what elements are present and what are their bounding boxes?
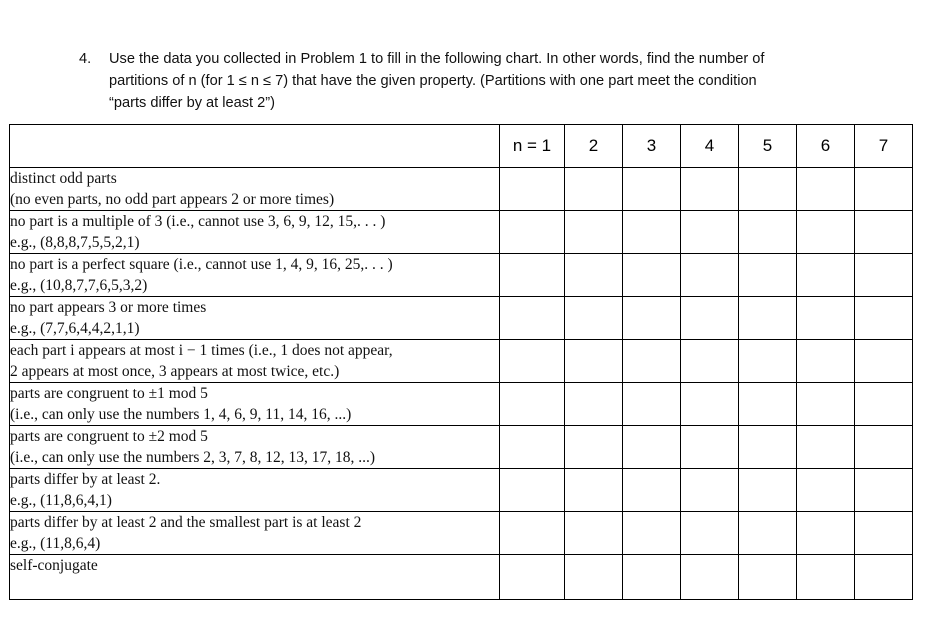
answer-cell[interactable]	[565, 426, 623, 469]
row-label-line-1: no part appears 3 or more times	[10, 299, 207, 316]
col-header-n3: 3	[623, 125, 681, 168]
answer-cell[interactable]	[623, 168, 681, 211]
answer-cell[interactable]	[797, 555, 855, 600]
answer-cell[interactable]	[797, 254, 855, 297]
col-header-n4: 4	[681, 125, 739, 168]
answer-cell[interactable]	[681, 383, 739, 426]
answer-cell[interactable]	[623, 211, 681, 254]
answer-cell[interactable]	[739, 254, 797, 297]
answer-cell[interactable]	[681, 555, 739, 600]
answer-cell[interactable]	[855, 211, 913, 254]
col-header-n2: 2	[565, 125, 623, 168]
header-blank	[10, 125, 500, 168]
problem-number: 4.	[79, 51, 92, 67]
row-label-line-2: (i.e., can only use the numbers 2, 3, 7, 8, 12, 13, 17, 18, ...)	[10, 449, 376, 466]
row-label-line-1: parts differ by at least 2.	[10, 471, 161, 488]
answer-cell[interactable]	[500, 297, 565, 340]
row-label	[10, 469, 500, 512]
row-label	[10, 340, 500, 383]
answer-cell[interactable]	[681, 426, 739, 469]
answer-cell[interactable]	[855, 254, 913, 297]
answer-cell[interactable]	[565, 340, 623, 383]
answer-cell[interactable]	[623, 254, 681, 297]
row-label-line-2: 2 appears at most once, 3 appears at most twice, etc.)	[10, 363, 340, 380]
answer-cell[interactable]	[500, 426, 565, 469]
row-label-line-2: e.g., (10,8,7,7,6,5,3,2)	[10, 277, 148, 294]
answer-cell[interactable]	[739, 426, 797, 469]
answer-cell[interactable]	[855, 426, 913, 469]
row-label-line-2: (i.e., can only use the numbers 1, 4, 6, 9, 11, 14, 16, ...)	[10, 406, 352, 423]
problem-line-1: Use the data you collected in Problem 1 to fill in the following chart. In other words, find the number of	[109, 51, 765, 67]
row-label	[10, 555, 500, 600]
answer-cell[interactable]	[623, 512, 681, 555]
answer-cell[interactable]	[855, 383, 913, 426]
row-label-line-2: (no even parts, no odd part appears 2 or more times)	[10, 191, 335, 208]
problem-text	[109, 48, 899, 114]
answer-cell[interactable]	[797, 383, 855, 426]
table-row	[10, 254, 913, 297]
answer-cell[interactable]	[500, 168, 565, 211]
row-label-line-1: parts are congruent to ±1 mod 5	[10, 385, 208, 402]
answer-cell[interactable]	[739, 211, 797, 254]
answer-cell[interactable]	[797, 211, 855, 254]
row-label	[10, 254, 500, 297]
answer-cell[interactable]	[500, 512, 565, 555]
answer-cell[interactable]	[855, 340, 913, 383]
row-label-line-2: e.g., (8,8,8,7,5,5,2,1)	[10, 234, 140, 251]
answer-cell[interactable]	[797, 426, 855, 469]
answer-cell[interactable]	[797, 512, 855, 555]
answer-cell[interactable]	[565, 254, 623, 297]
row-label-line-1: each part i appears at most i − 1 times (i.e., 1 does not appear,	[10, 342, 393, 359]
answer-cell[interactable]	[797, 168, 855, 211]
answer-cell[interactable]	[623, 469, 681, 512]
answer-cell[interactable]	[797, 469, 855, 512]
answer-cell[interactable]	[739, 383, 797, 426]
table-row	[10, 512, 913, 555]
row-label-line-1: self-conjugate	[10, 557, 98, 574]
answer-cell[interactable]	[500, 469, 565, 512]
answer-cell[interactable]	[500, 211, 565, 254]
row-label	[10, 297, 500, 340]
header-row	[10, 125, 913, 168]
answer-cell[interactable]	[500, 555, 565, 600]
col-header-n1: n = 1	[500, 125, 565, 168]
row-label	[10, 512, 500, 555]
answer-cell[interactable]	[681, 512, 739, 555]
answer-cell[interactable]	[681, 211, 739, 254]
partition-chart	[9, 124, 913, 600]
answer-cell[interactable]	[681, 168, 739, 211]
col-header-n5: 5	[739, 125, 797, 168]
answer-cell[interactable]	[681, 254, 739, 297]
answer-cell[interactable]	[565, 211, 623, 254]
row-label	[10, 211, 500, 254]
answer-cell[interactable]	[565, 512, 623, 555]
answer-cell[interactable]	[855, 469, 913, 512]
answer-cell[interactable]	[855, 555, 913, 600]
row-label-line-1: parts are congruent to ±2 mod 5	[10, 428, 208, 445]
answer-cell[interactable]	[739, 340, 797, 383]
row-label	[10, 168, 500, 211]
answer-cell[interactable]	[739, 512, 797, 555]
row-label-line-2: e.g., (11,8,6,4)	[10, 535, 101, 552]
problem-line-3: “parts differ by at least 2”)	[109, 95, 276, 111]
answer-cell[interactable]	[623, 340, 681, 383]
table-row	[10, 383, 913, 426]
col-header-n7: 7	[855, 125, 913, 168]
answer-cell[interactable]	[797, 297, 855, 340]
answer-cell[interactable]	[565, 469, 623, 512]
answer-cell[interactable]	[855, 297, 913, 340]
answer-cell[interactable]	[739, 469, 797, 512]
answer-cell[interactable]	[681, 469, 739, 512]
problem-line-2: partitions of n (for 1 ≤ n ≤ 7) that have the given property. (Partitions with one part meet the condition	[109, 73, 757, 89]
answer-cell[interactable]	[797, 340, 855, 383]
row-label-line-2: e.g., (7,7,6,4,4,2,1,1)	[10, 320, 140, 337]
row-label-line-1: parts differ by at least 2 and the smallest part is at least 2	[10, 514, 362, 531]
answer-cell[interactable]	[681, 297, 739, 340]
col-header-n6: 6	[797, 125, 855, 168]
answer-cell[interactable]	[500, 383, 565, 426]
answer-cell[interactable]	[623, 297, 681, 340]
answer-cell[interactable]	[500, 340, 565, 383]
row-label	[10, 383, 500, 426]
row-label-line-1: no part is a perfect square (i.e., cannot use 1, 4, 9, 16, 25,. . . )	[10, 256, 393, 273]
answer-cell[interactable]	[739, 555, 797, 600]
table-row	[10, 168, 913, 211]
answer-cell[interactable]	[623, 426, 681, 469]
answer-cell[interactable]	[681, 340, 739, 383]
answer-cell[interactable]	[623, 555, 681, 600]
answer-cell[interactable]	[855, 512, 913, 555]
table-row	[10, 426, 913, 469]
answer-cell[interactable]	[500, 254, 565, 297]
row-label-line-2: e.g., (11,8,6,4,1)	[10, 492, 112, 509]
answer-cell[interactable]	[565, 383, 623, 426]
answer-cell[interactable]	[565, 168, 623, 211]
answer-cell[interactable]	[565, 297, 623, 340]
table-row	[10, 340, 913, 383]
answer-cell[interactable]	[739, 297, 797, 340]
table-row	[10, 297, 913, 340]
table-row	[10, 211, 913, 254]
row-label-line-1: no part is a multiple of 3 (i.e., cannot use 3, 6, 9, 12, 15,. . . )	[10, 213, 386, 230]
answer-cell[interactable]	[739, 168, 797, 211]
answer-cell[interactable]	[855, 168, 913, 211]
answer-cell[interactable]	[623, 383, 681, 426]
table-row	[10, 555, 913, 600]
table-row	[10, 469, 913, 512]
answer-cell[interactable]	[565, 555, 623, 600]
row-label-line-1: distinct odd parts	[10, 170, 117, 187]
row-label	[10, 426, 500, 469]
